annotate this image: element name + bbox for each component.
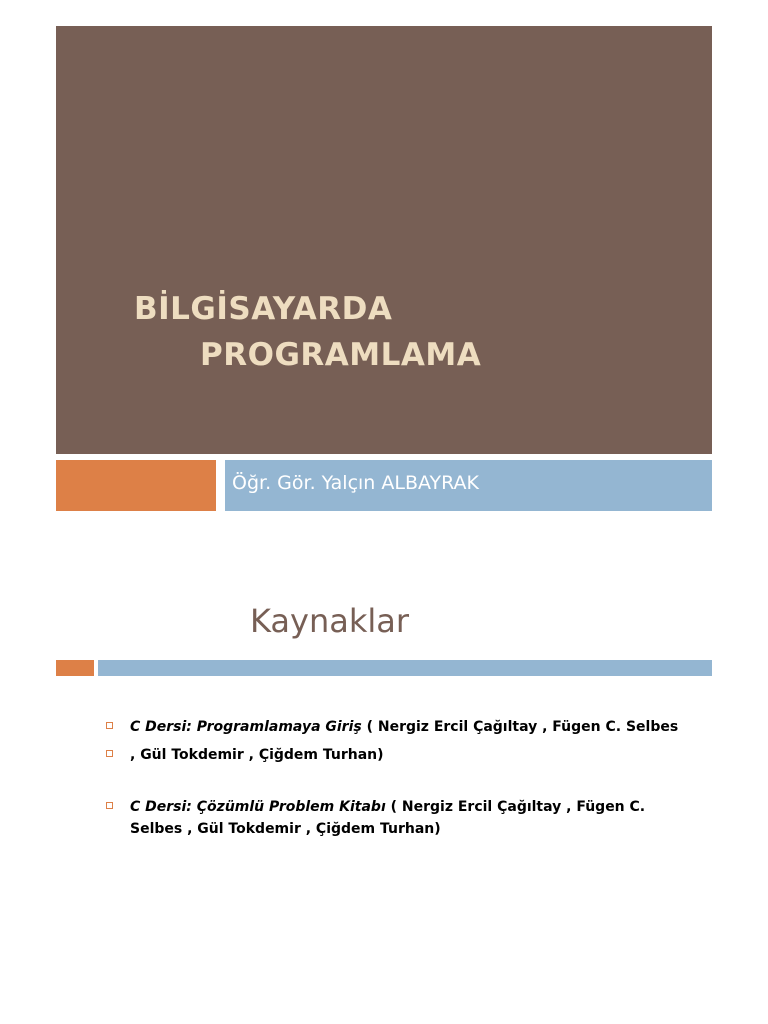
references-heading: Kaynaklar (250, 602, 410, 640)
book-title: C Dersi: Çözümlü Problem Kitabı (130, 799, 386, 815)
square-bullet-icon (106, 750, 113, 757)
book-authors: ( Nergiz Ercil Çağıltay , Fügen C. Selbes , Gül Tokdemir , Çiğdem Turhan) (130, 799, 646, 837)
list-item (106, 716, 686, 738)
author-subtitle: Öğr. Gör. Yalçın ALBAYRAK (232, 472, 480, 494)
list-item (106, 796, 686, 840)
slide-title-line-1: BİLGİSAYARDA (134, 291, 393, 327)
orange-accent-strip (56, 660, 94, 676)
blue-accent-strip (98, 660, 712, 676)
title-panel (56, 26, 712, 454)
slide-title-line-2: PROGRAMLAMA (200, 337, 482, 373)
square-bullet-icon (106, 722, 113, 729)
book-title: C Dersi: Programlamaya Giriş (130, 719, 362, 735)
orange-accent-block (56, 460, 216, 511)
square-bullet-icon (106, 802, 113, 809)
slide-title (134, 286, 614, 378)
references-slide (0, 540, 768, 1024)
list-item (106, 744, 686, 766)
book-authors: ( Nergiz Ercil Çağıltay , Fügen C. Selbes (361, 719, 679, 735)
book-authors: , Gül Tokdemir , Çiğdem Turhan) (130, 747, 384, 763)
reference-list (106, 716, 686, 840)
